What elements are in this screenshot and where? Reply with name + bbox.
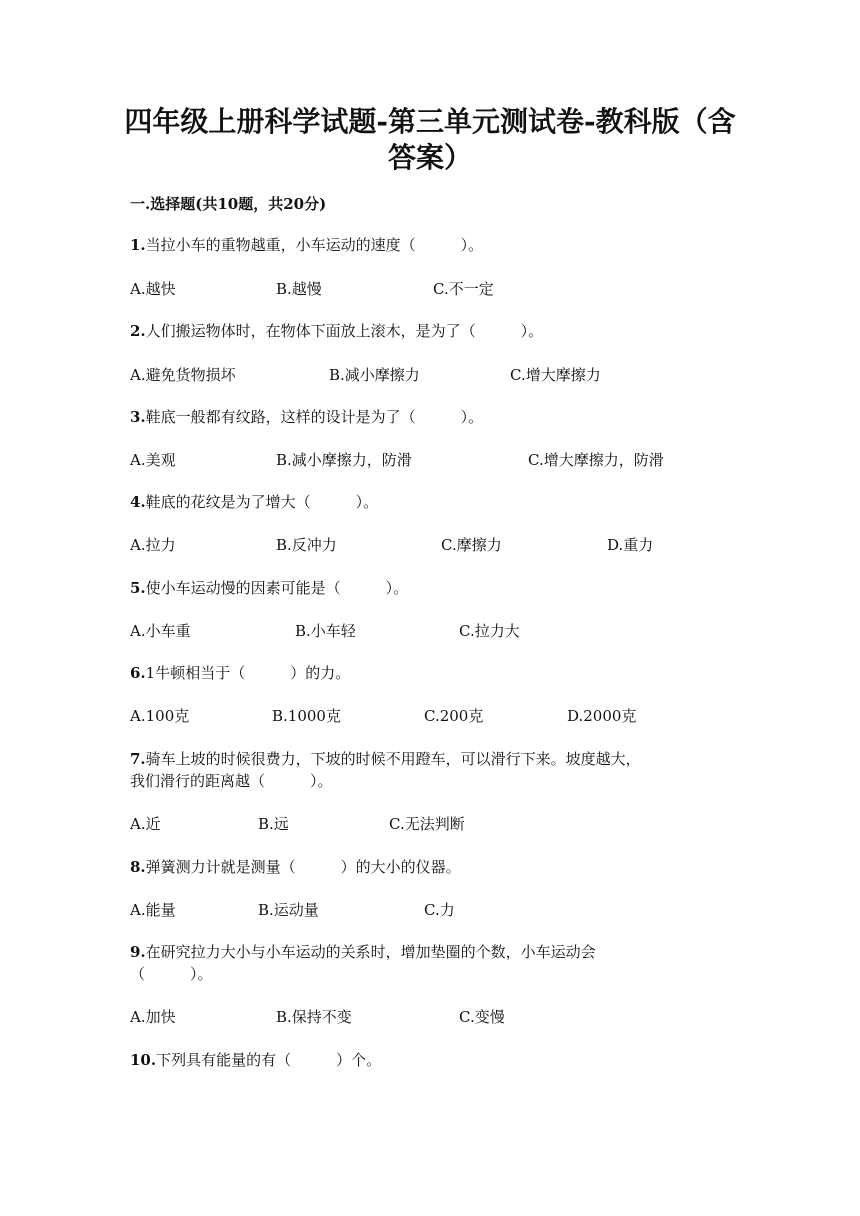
q9-option-a: A.加快 — [130, 1008, 176, 1026]
q6-option-c: C.200克 — [424, 707, 484, 725]
question-text: 1牛顿相当于（ ）的力。 — [145, 664, 351, 682]
page-title-line1: 四年级上册科学试题-第三单元测试卷-教科版（含 — [124, 105, 736, 138]
question-7-continued: 我们滑行的距离越（ ）。 — [130, 772, 333, 790]
q7-option-a: A.近 — [130, 815, 161, 833]
q6-option-d: D.2000克 — [567, 707, 637, 725]
question-number: 4. — [130, 493, 146, 511]
q6-option-b: B.1000克 — [272, 707, 341, 725]
q3-option-a: A.美观 — [130, 451, 176, 469]
q2-option-a: A.避免货物损坏 — [130, 366, 236, 384]
question-7 — [130, 748, 641, 770]
question-number: 2. — [130, 322, 146, 340]
question-number: 9. — [130, 943, 146, 961]
q8-option-a: A.能量 — [130, 901, 176, 919]
question-6 — [130, 662, 350, 684]
question-3 — [130, 406, 483, 428]
question-text: 人们搬运物体时，在物体下面放上滚木，是为了（ ）。 — [145, 322, 544, 340]
question-text: 下列具有能量的有（ ）个。 — [156, 1051, 382, 1069]
q5-option-c: C.拉力大 — [459, 622, 520, 640]
q8-option-b: B.运动量 — [258, 901, 319, 919]
q7-option-b: B.远 — [258, 815, 289, 833]
question-5 — [130, 577, 408, 599]
question-9-continued: （ ）。 — [130, 965, 213, 983]
question-10 — [130, 1049, 381, 1071]
question-8 — [130, 856, 461, 878]
question-text: 鞋底一般都有纹路，这样的设计是为了（ ）。 — [145, 408, 484, 426]
q8-option-c: C.力 — [424, 901, 455, 919]
question-number: 5. — [130, 579, 146, 597]
question-text: 鞋底的花纹是为了增大（ ）。 — [145, 493, 379, 511]
q1-option-c: C.不一定 — [433, 280, 494, 298]
question-text: 在研究拉力大小与小车运动的关系时，增加垫圈的个数，小车运动会 — [145, 943, 596, 961]
question-text: 使小车运动慢的因素可能是（ ）。 — [145, 579, 409, 597]
q4-option-c: C.摩擦力 — [441, 536, 502, 554]
q5-option-b: B.小车轻 — [295, 622, 356, 640]
question-number: 1. — [130, 236, 146, 254]
section-header: 一.选择题(共10题，共20分) — [130, 195, 327, 213]
question-9 — [130, 941, 596, 963]
q5-option-a: A.小车重 — [130, 622, 191, 640]
question-1 — [130, 234, 483, 256]
question-number: 6. — [130, 664, 146, 682]
page-title-line2: 答案） — [387, 141, 472, 174]
q9-option-b: B.保持不变 — [276, 1008, 352, 1026]
q1-option-b: B.越慢 — [276, 280, 322, 298]
question-number: 10. — [130, 1051, 157, 1069]
question-number: 3. — [130, 408, 146, 426]
question-text: 骑车上坡的时候很费力，下坡的时候不用蹬车，可以滑行下来。坡度越大， — [145, 750, 641, 768]
q4-option-b: B.反冲力 — [276, 536, 337, 554]
question-4 — [130, 491, 378, 513]
q3-option-b: B.减小摩擦力，防滑 — [276, 451, 412, 469]
question-text: 当拉小车的重物越重，小车运动的速度（ ）。 — [145, 236, 484, 254]
question-number: 7. — [130, 750, 146, 768]
q3-option-c: C.增大摩擦力，防滑 — [528, 451, 664, 469]
q4-option-d: D.重力 — [607, 536, 654, 554]
q4-option-a: A.拉力 — [130, 536, 176, 554]
question-text: 弹簧测力计就是测量（ ）的大小的仪器。 — [145, 858, 461, 876]
question-2 — [130, 320, 543, 342]
q6-option-a: A.100克 — [130, 707, 190, 725]
q1-option-a: A.越快 — [130, 280, 176, 298]
q7-option-c: C.无法判断 — [389, 815, 465, 833]
q2-option-b: B.减小摩擦力 — [329, 366, 420, 384]
question-number: 8. — [130, 858, 146, 876]
q2-option-c: C.增大摩擦力 — [510, 366, 601, 384]
q9-option-c: C.变慢 — [459, 1008, 505, 1026]
